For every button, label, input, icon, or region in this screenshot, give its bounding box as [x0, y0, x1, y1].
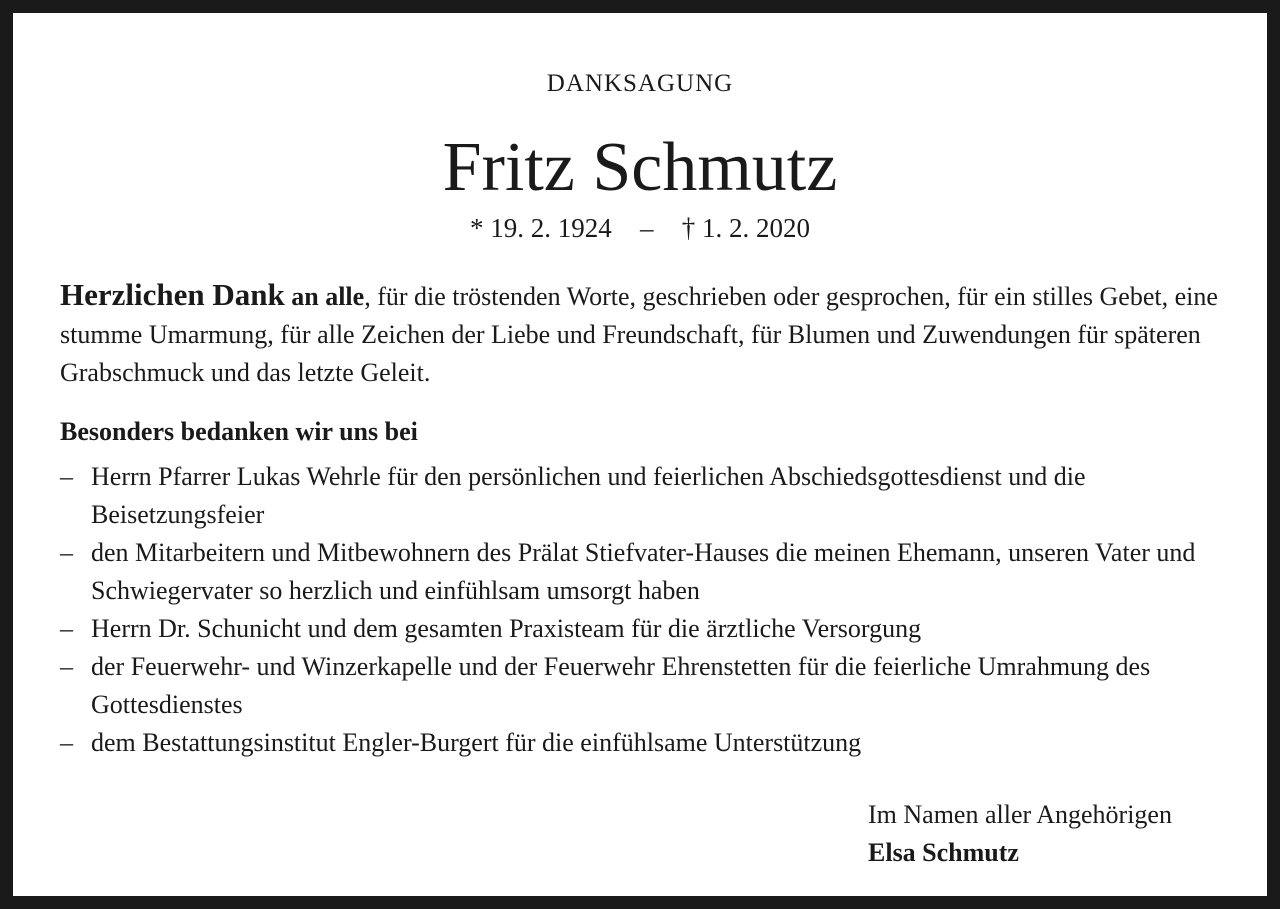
thanks-lead: Herzlichen Dank	[60, 277, 285, 312]
dash-bullet: –	[60, 538, 73, 567]
deceased-name: Fritz Schmutz	[442, 129, 838, 206]
list-item-text: Herrn Pfarrer Lukas Wehrle für den persönlichen und feierlichen Abschiedsgottesdienst und die Beisetzungsfeier	[91, 462, 1086, 529]
list-item	[60, 610, 1240, 648]
death-date: † 1. 2. 2020	[681, 213, 810, 243]
list-item	[60, 534, 1240, 610]
thanks-text: , für die tröstenden Worte, geschrieben oder gesprochen, für ein stilles Gebet, eine stumme Umarmung, für alle Zeichen der Liebe und Freundschaft, für Blumen und Zuwendungen für späteren Grabschmuck und das letzte Geleit.	[60, 282, 1218, 387]
dash-bullet: –	[60, 462, 73, 491]
special-thanks-list	[60, 458, 1240, 762]
birth-date: * 19. 2. 1924	[470, 213, 612, 243]
special-thanks-heading: Besonders bedanken wir uns bei	[60, 417, 418, 446]
list-item-text: den Mitarbeitern und Mitbewohnern des Prälat Stiefvater-Hauses die meinen Ehemann, unseren Vater und Schwiegervater so herzlich und einfühlsam umsorgt haben	[91, 538, 1196, 605]
signer-name: Elsa Schmutz	[868, 838, 1019, 867]
thanks-recipients: an alle	[291, 282, 365, 311]
notice-heading: DANKSAGUNG	[546, 70, 734, 97]
closing-line: Im Namen aller Angehörigen	[868, 800, 1172, 829]
date-separator: –	[640, 213, 654, 243]
thanks-paragraph	[60, 276, 1230, 392]
list-item-text: Herrn Dr. Schunicht und dem gesamten Praxisteam für die ärztliche Versorgung	[91, 614, 922, 643]
list-item-text: dem Bestattungsinstitut Engler-Burgert für die einfühlsame Unterstützung	[91, 728, 862, 757]
dash-bullet: –	[60, 614, 73, 643]
life-dates	[13, 213, 1267, 244]
signature-block	[868, 796, 1172, 872]
list-item-text: der Feuerwehr- und Winzerkapelle und der Feuerwehr Ehrenstetten für die feierliche Umrahmung des Gottesdienstes	[91, 652, 1151, 719]
list-item	[60, 458, 1240, 534]
list-item	[60, 724, 1240, 762]
dash-bullet: –	[60, 652, 73, 681]
dash-bullet: –	[60, 728, 73, 757]
list-item	[60, 648, 1240, 724]
